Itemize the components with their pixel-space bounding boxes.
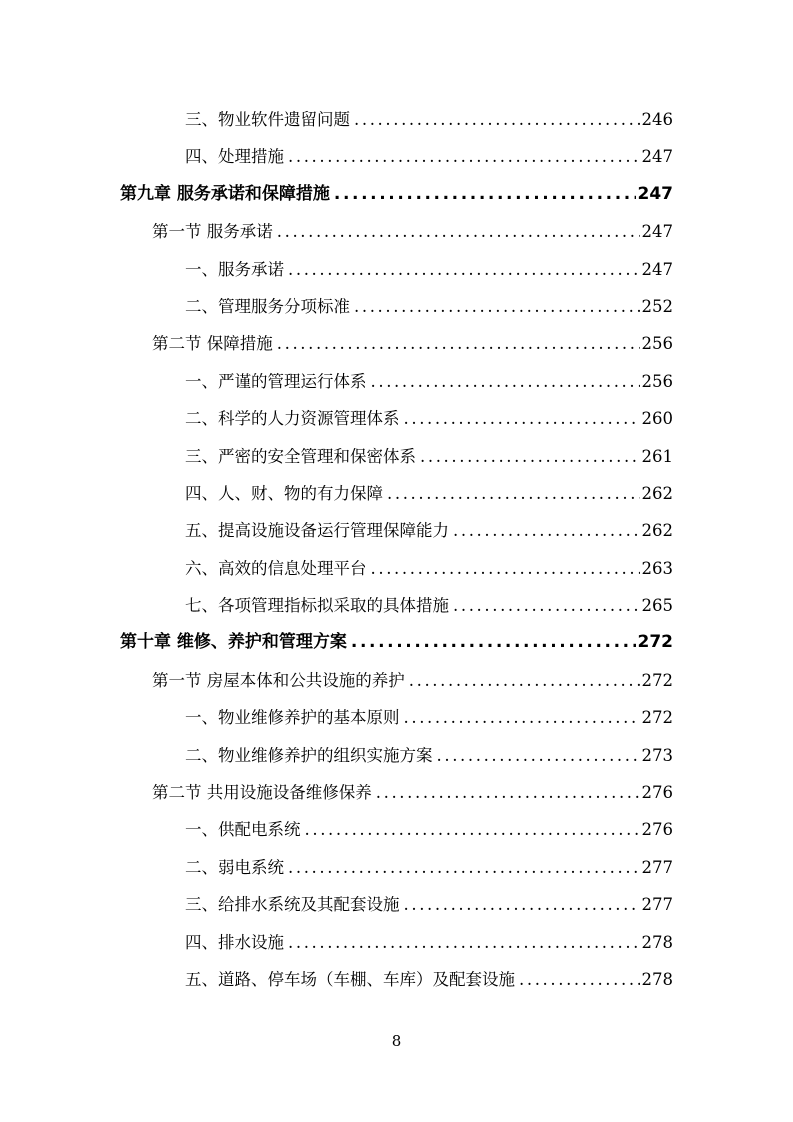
toc-entry-title: 三、物业软件遗留问题 (185, 110, 350, 129)
toc-entry-page: 272 (637, 632, 673, 653)
toc-entry-title: 一、供配电系统 (185, 820, 301, 840)
toc-entry-title: 一、严谨的管理运行体系 (185, 371, 367, 391)
toc-entry-page: 262 (641, 483, 673, 503)
toc-entry[interactable] (0, 438, 793, 475)
toc-entry-page: 265 (641, 596, 673, 616)
toc-entry-page: 256 (641, 334, 673, 354)
toc-dot-leader (288, 138, 640, 175)
toc-section-entry[interactable] (0, 774, 793, 811)
page-number: 8 (391, 1032, 402, 1050)
toc-entry[interactable] (0, 101, 793, 138)
toc-entry[interactable] (0, 737, 793, 774)
toc-entry-page: 262 (641, 521, 673, 541)
toc-entry-page: 276 (641, 783, 673, 803)
toc-entry-page: 252 (641, 296, 673, 316)
toc-dot-leader (334, 176, 636, 213)
toc-entry-page: 247 (641, 222, 673, 242)
toc-entry-title: 一、物业维修养护的基本原则 (185, 708, 400, 728)
toc-dot-leader (420, 438, 640, 475)
toc-entry[interactable] (0, 251, 793, 288)
toc-entry-title: 二、弱电系统 (185, 857, 284, 877)
toc-entry[interactable] (0, 811, 793, 848)
toc-dot-leader (277, 325, 640, 362)
toc-entry-title: 三、严密的安全管理和保密体系 (185, 446, 416, 466)
toc-entry-page: 277 (641, 895, 673, 915)
toc-entry-page: 260 (641, 409, 673, 429)
table-of-contents (0, 101, 793, 998)
toc-entry-page: 261 (641, 446, 673, 466)
toc-entry-page: 278 (641, 969, 673, 989)
toc-entry-page: 263 (641, 558, 673, 578)
toc-entry[interactable] (0, 400, 793, 437)
toc-chapter-entry[interactable] (0, 176, 793, 213)
toc-dot-leader (351, 624, 636, 661)
toc-entry[interactable] (0, 363, 793, 400)
toc-entry[interactable] (0, 587, 793, 624)
toc-dot-leader (453, 587, 640, 624)
toc-dot-leader (519, 961, 640, 998)
toc-entry[interactable] (0, 288, 793, 325)
toc-entry[interactable] (0, 961, 793, 998)
toc-entry-title: 四、处理措施 (185, 147, 284, 167)
toc-dot-leader (288, 849, 640, 886)
toc-entry-page: 247 (637, 183, 673, 204)
toc-section-entry[interactable] (0, 325, 793, 362)
toc-entry[interactable] (0, 924, 793, 961)
toc-entry-title: 五、提高设施设备运行管理保障能力 (185, 521, 449, 541)
toc-chapter-entry[interactable] (0, 624, 793, 661)
toc-entry-title: 第二节 共用设施设备维修保养 (152, 783, 372, 803)
toc-dot-leader (387, 475, 640, 512)
toc-entry-page: 276 (641, 820, 673, 840)
toc-dot-leader (371, 363, 640, 400)
toc-dot-leader (305, 811, 640, 848)
toc-dot-leader (354, 288, 640, 325)
toc-entry-title: 第一节 房屋本体和公共设施的养护 (152, 670, 405, 690)
toc-entry-page: 272 (641, 670, 673, 690)
toc-entry-page: 246 (641, 110, 673, 129)
toc-entry-title: 二、管理服务分项标准 (185, 296, 350, 316)
toc-entry-page: 273 (641, 745, 673, 765)
toc-dot-leader (409, 662, 640, 699)
toc-entry[interactable] (0, 886, 793, 923)
toc-dot-leader (404, 699, 640, 736)
toc-entry-title: 二、科学的人力资源管理体系 (185, 409, 400, 429)
toc-entry-title: 四、人、财、物的有力保障 (185, 483, 383, 503)
toc-entry[interactable] (0, 849, 793, 886)
toc-dot-leader (404, 886, 640, 923)
toc-entry-title: 七、各项管理指标拟采取的具体措施 (185, 596, 449, 616)
toc-entry[interactable] (0, 138, 793, 175)
toc-dot-leader (437, 737, 640, 774)
toc-entry-page: 277 (641, 857, 673, 877)
toc-entry[interactable] (0, 475, 793, 512)
toc-dot-leader (453, 512, 640, 549)
toc-dot-leader (371, 550, 640, 587)
toc-dot-leader (354, 101, 640, 138)
toc-dot-leader (404, 400, 640, 437)
toc-entry-title: 一、服务承诺 (185, 259, 284, 279)
toc-entry-title: 第九章 服务承诺和保障措施 (120, 183, 330, 204)
toc-entry-title: 第一节 服务承诺 (152, 222, 273, 242)
toc-dot-leader (288, 251, 640, 288)
toc-entry-page: 272 (641, 708, 673, 728)
toc-entry-title: 三、给排水系统及其配套设施 (185, 895, 400, 915)
toc-entry-title: 二、物业维修养护的组织实施方案 (185, 745, 433, 765)
toc-entry[interactable] (0, 550, 793, 587)
toc-entry-title: 第二节 保障措施 (152, 334, 273, 354)
toc-entry-page: 247 (641, 147, 673, 167)
toc-entry-title: 四、排水设施 (185, 932, 284, 952)
toc-entry-title: 第十章 维修、养护和管理方案 (120, 632, 347, 653)
toc-entry[interactable] (0, 512, 793, 549)
toc-entry-page: 247 (641, 259, 673, 279)
toc-entry[interactable] (0, 699, 793, 736)
toc-section-entry[interactable] (0, 662, 793, 699)
toc-dot-leader (277, 213, 640, 250)
toc-dot-leader (288, 924, 640, 961)
toc-section-entry[interactable] (0, 213, 793, 250)
toc-dot-leader (376, 774, 640, 811)
toc-entry-title: 五、道路、停车场（车棚、车库）及配套设施 (185, 969, 515, 989)
toc-entry-page: 256 (641, 371, 673, 391)
toc-entry-page: 278 (641, 932, 673, 952)
toc-entry-title: 六、高效的信息处理平台 (185, 558, 367, 578)
